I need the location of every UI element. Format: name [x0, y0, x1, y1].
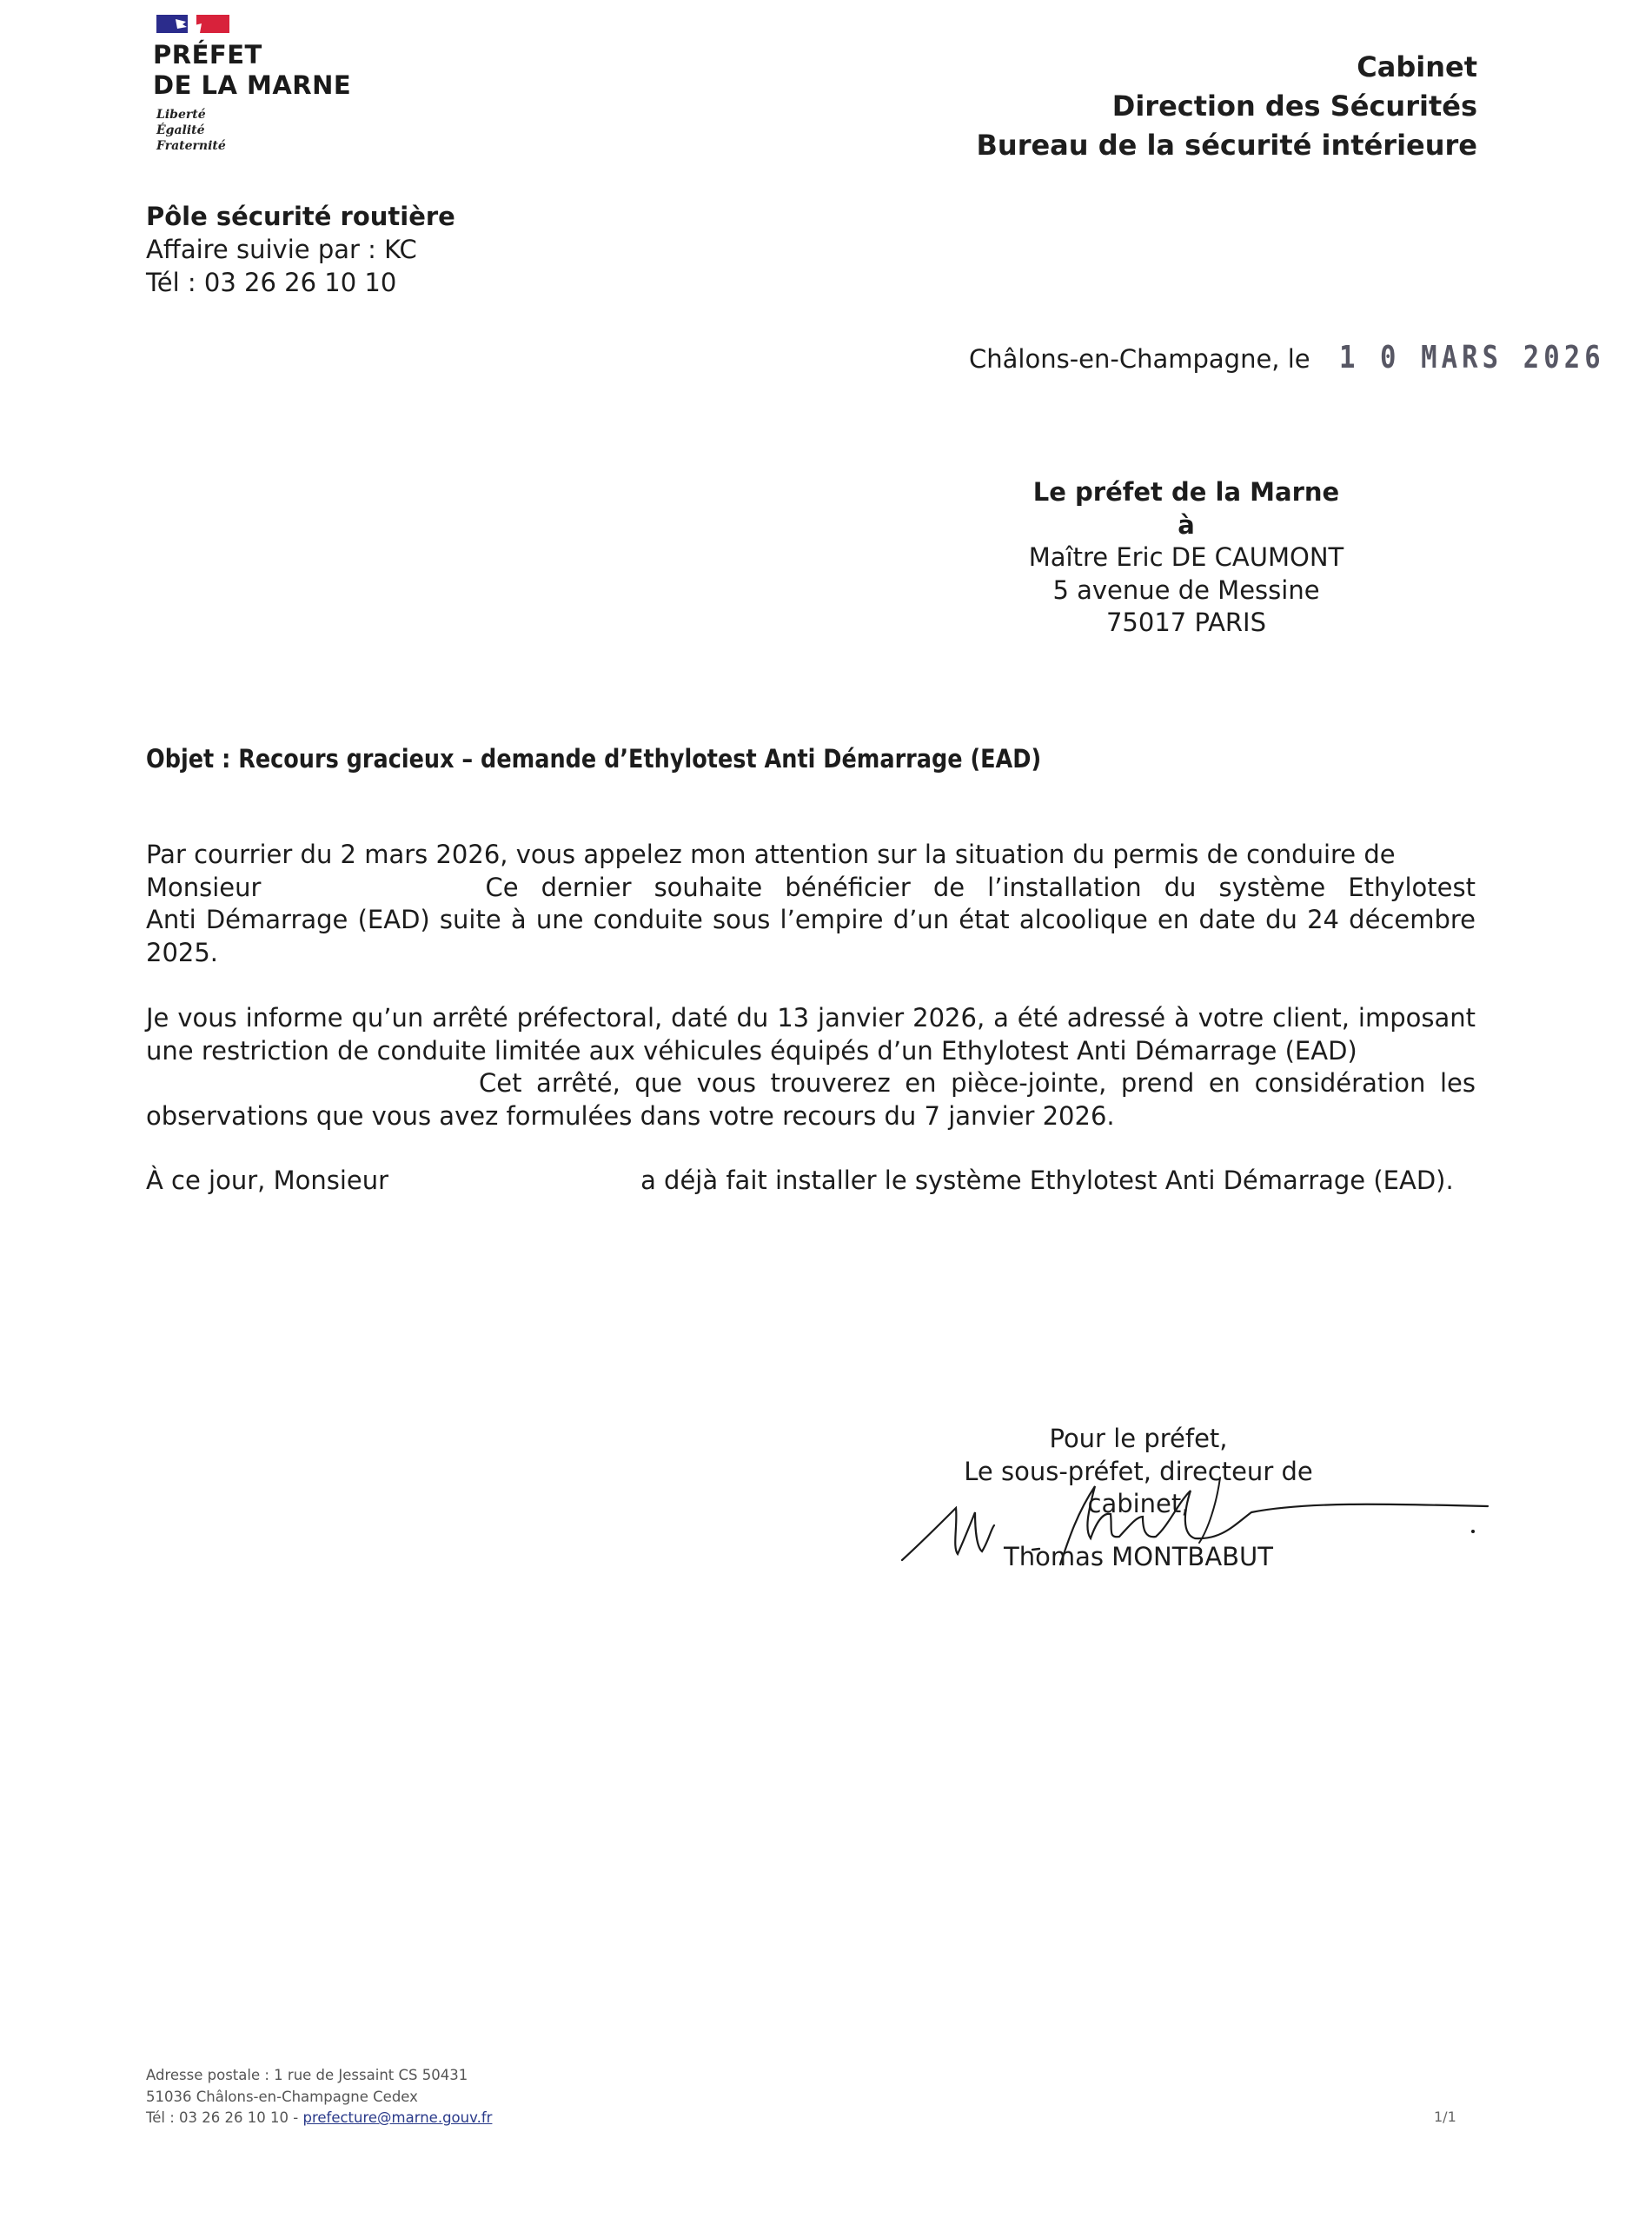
p3-line-1: À ce jour, Monsieur a déjà fait installer le système Ethylotest Anti Démarrage (EAD). — [146, 1166, 1454, 1195]
p3-monsieur: À ce jour, Monsieur — [146, 1166, 389, 1195]
service-block — [146, 200, 455, 299]
date-line — [969, 341, 1652, 376]
p2-line-1: Je vous informe qu’un arrêté préfectoral, daté du 13 janvier 2026, a été adressé à votre client, imposant — [146, 1003, 1476, 1033]
recipient-city: 75017 PARIS — [1105, 608, 1267, 637]
header-bureau: Bureau de la sécurité intérieure — [976, 129, 1477, 162]
recipient-block — [973, 476, 1399, 640]
footer-address-line-1: Adresse postale : 1 rue de Jessaint CS 50431 — [146, 2067, 468, 2083]
followed-by: Affaire suivie par : KC — [146, 235, 417, 264]
sender: Le préfet de la Marne — [1032, 477, 1340, 507]
footer-phone: Tél : 03 26 26 10 10 - — [146, 2109, 303, 2126]
to-word: à — [1178, 509, 1195, 540]
p1-line-3: Anti Démarrage (EAD) suite à une conduite sous l’empire d’un état alcoolique en date du 24 décembre — [146, 905, 1476, 934]
footer-address-line-2: 51036 Châlons-en-Champagne Cedex — [146, 2088, 418, 2105]
signature-line-2: Le sous-préfet, directeur de cabinet, — [964, 1456, 1313, 1518]
motto-liberte: Liberté — [156, 108, 206, 122]
recipient-name: Maître Eric DE CAUMONT — [1028, 542, 1344, 572]
header-direction: Direction des Sécurités — [1111, 90, 1477, 123]
footer-email-link[interactable]: prefecture@marne.gouv.fr — [302, 2109, 493, 2126]
paragraph-2 — [146, 1002, 1476, 1132]
p2-line-3: Cet arrêté, que vous trouverez en pièce-jointe, prend en considération les — [479, 1068, 1476, 1098]
header-cabinet: Cabinet — [1357, 50, 1477, 83]
motto-egalite: Égalité — [156, 123, 205, 137]
page-number: 1/1 — [1434, 2109, 1456, 2125]
logo-line-2: DE LA MARNE — [153, 70, 352, 100]
republic-motto — [156, 107, 226, 154]
p1-line-1: Par courrier du 2 mars 2026, vous appelez mon attention sur la situation du permis de conduire de — [146, 840, 1396, 869]
prefecture-logo-title — [153, 40, 351, 101]
motto-fraternite: Fraternité — [156, 139, 226, 153]
date-place: Châlons-en-Champagne, le — [969, 344, 1310, 374]
marianne-flag-logo — [156, 15, 229, 33]
service-phone: Tél : 03 26 26 10 10 — [146, 268, 397, 297]
p1-monsieur: Monsieur — [146, 872, 262, 902]
paragraph-3 — [146, 1165, 1476, 1198]
letter-subject: Objet : Recours gracieux – demande d’Ethylotest Anti Démarrage (EAD) — [146, 744, 1042, 774]
department-header — [977, 48, 1477, 165]
signature-line-1: Pour le préfet, — [1049, 1424, 1228, 1453]
footer-contact — [146, 2108, 492, 2129]
redacted-name — [261, 872, 485, 905]
p2-line-4: observations que vous avez formulées dans votre recours du 7 janvier 2026. — [146, 1100, 1115, 1131]
logo-line-1: PRÉFET — [153, 40, 262, 70]
signatory-name: Thomas MONTBABUT — [1003, 1542, 1273, 1571]
paragraph-1 — [146, 839, 1476, 969]
date-stamp: 1 0 MARS 2026 — [1338, 340, 1605, 375]
p1-line-2: Monsieur Ce dernier souhaite bénéficier de l’installation du système Ethylotest — [146, 872, 1476, 905]
footer-address — [146, 2065, 492, 2129]
recipient-street: 5 avenue de Messine — [1052, 575, 1320, 605]
p1-line-4: 2025. — [146, 937, 219, 967]
service-name: Pôle sécurité routière — [146, 202, 455, 231]
p2-line-2: une restriction de conduite limitée aux véhicules équipés d’un Ethylotest Anti Démarrage (EAD) — [146, 1035, 1357, 1066]
